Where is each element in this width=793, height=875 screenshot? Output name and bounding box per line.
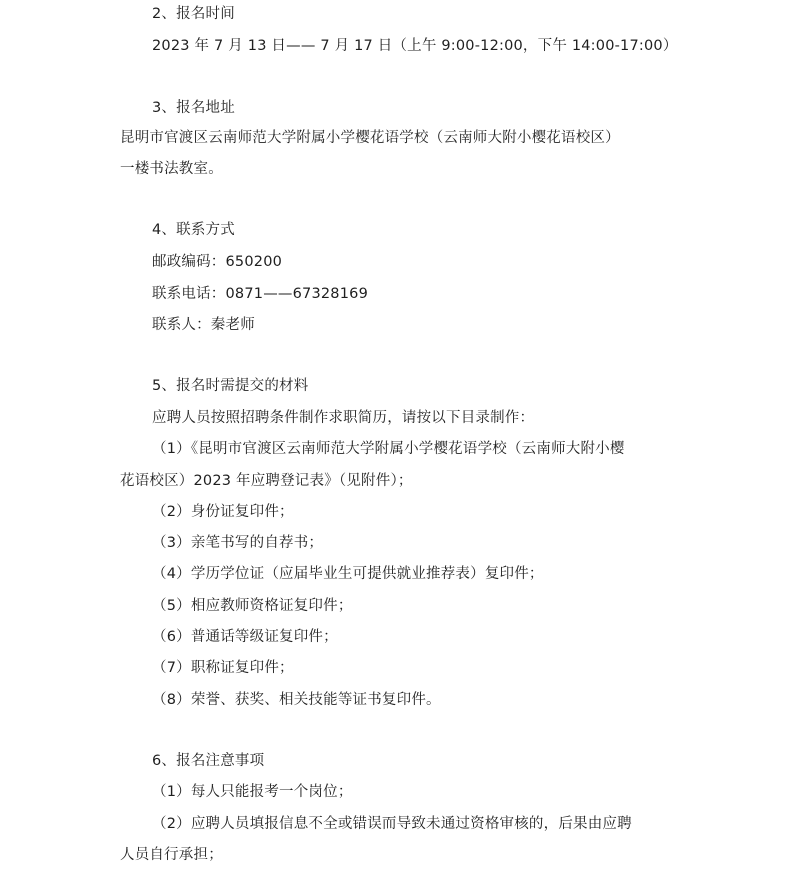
address-line-1: 昆明市官渡区云南师范大学附属小学樱花语学校（云南师大附小樱花语校区） xyxy=(120,130,620,146)
materials-intro: 应聘人员按照招聘条件制作求职简历，请按以下目录制作： xyxy=(152,410,535,426)
section-2-heading: 2、报名时间 xyxy=(152,6,235,22)
material-item-4: （4）学历学位证（应届毕业生可提供就业推荐表）复印件； xyxy=(152,566,544,582)
section-5-heading: 5、报名时需提交的材料 xyxy=(152,378,309,394)
registration-time: 2023 年 7 月 13 日—— 7 月 17 日（上午 9:00-12:00，下午 14:00-17:00） xyxy=(152,38,678,54)
notice-item-2-line-1: （2）应聘人员填报信息不全或错误而导致未通过资格审核的，后果由应聘 xyxy=(152,816,632,832)
section-4-heading: 4、联系方式 xyxy=(152,222,235,238)
section-3-heading: 3、报名地址 xyxy=(152,100,235,116)
postcode: 邮政编码：650200 xyxy=(152,254,283,270)
contact-phone: 联系电话：0871——67328169 xyxy=(152,286,369,302)
material-item-8: （8）荣誉、获奖、相关技能等证书复印件。 xyxy=(152,692,441,708)
material-item-2: （2）身份证复印件； xyxy=(152,504,294,520)
contact-person: 联系人：秦老师 xyxy=(152,317,255,333)
notice-item-1: （1）每人只能报考一个岗位； xyxy=(152,784,353,800)
section-6-heading: 6、报名注意事项 xyxy=(152,753,265,769)
notice-item-2-line-2: 人员自行承担； xyxy=(120,847,223,863)
material-item-5: （5）相应教师资格证复印件； xyxy=(152,598,353,614)
address-line-2: 一楼书法教室。 xyxy=(120,161,223,177)
material-item-6: （6）普通话等级证复印件； xyxy=(152,629,338,645)
material-item-3: （3）亲笔书写的自荐书； xyxy=(152,535,324,551)
material-item-1-line-2: 花语校区）2023 年应聘登记表》（见附件）； xyxy=(120,473,413,489)
material-item-1-line-1: （1）《昆明市官渡区云南师范大学附属小学樱花语学校（云南师大附小樱 xyxy=(152,441,625,457)
material-item-7: （7）职称证复印件； xyxy=(152,660,294,676)
